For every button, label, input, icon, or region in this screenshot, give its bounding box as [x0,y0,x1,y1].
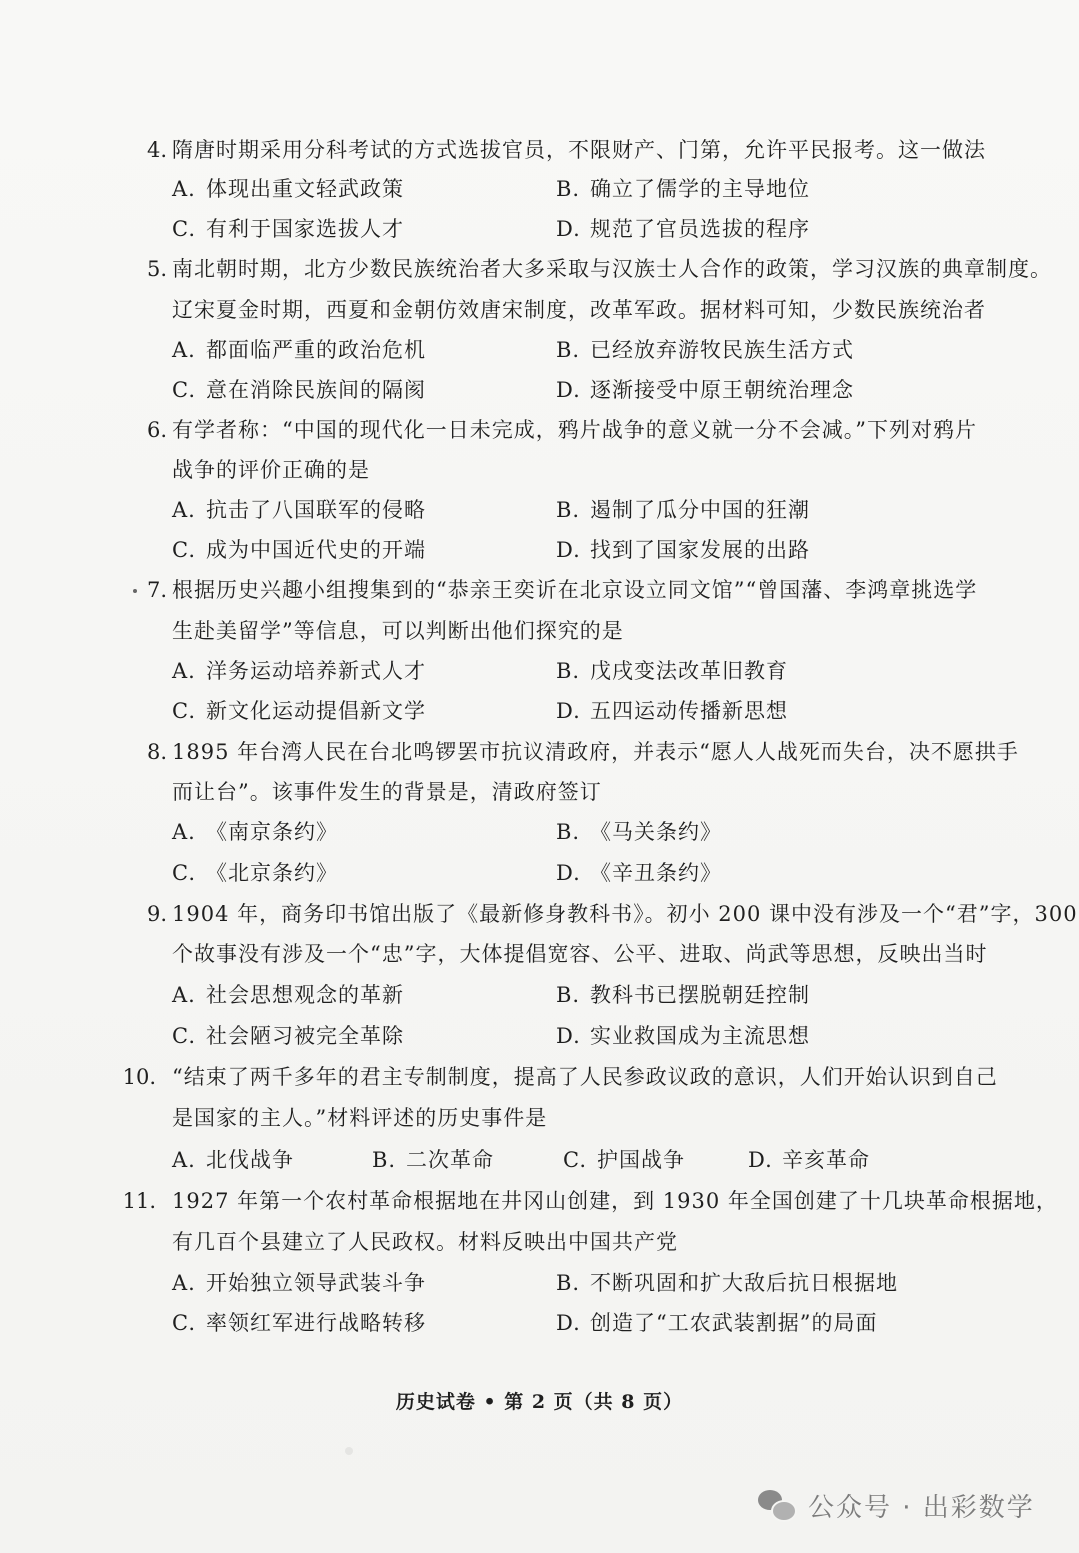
option-text: 体现出重文轻武政策 [206,177,404,201]
option-text: 抗击了八国联军的侵略 [206,498,426,522]
question-number: 7. [146,578,167,602]
option-text: 规范了官员选拔的程序 [590,217,810,241]
question-stem-line: 1927 年第一个农村革命根据地在井冈山创建，到 1930 年全国创建了十几块革命根据地， [172,1189,1058,1213]
option-text: 确立了儒学的主导地位 [590,177,810,201]
option-text: 《马关条约》 [590,820,722,844]
question-stem-line: 辽宋夏金时期，西夏和金朝仿效唐宋制度，改革军政。据材料可知，少数民族统治者 [172,298,986,322]
option-a [172,1146,294,1174]
option-c [172,1022,404,1050]
option-label: C. [172,699,196,723]
option-label: C. [172,1311,196,1335]
question-number: 6. [146,418,167,442]
watermark [758,1485,1035,1525]
option-text: 创造了“工农武装割据”的局面 [590,1311,878,1335]
option-label: A. [172,983,196,1007]
option-text: 北伐战争 [206,1148,294,1172]
option-label: B. [556,1271,581,1295]
question-number: 4. [146,138,167,162]
option-label: D. [556,861,581,885]
option-label: D. [556,538,581,562]
question-stem-line: 隋唐时期采用分科考试的方式选拔官员，不限财产、门第，允许平民报考。这一做法 [172,138,986,162]
option-text: 社会陋习被完全革除 [206,1024,404,1048]
question-stem-line: 个故事没有涉及一个“忠”字，大体提倡宽容、公平、进取、尚武等思想，反映出当时 [172,942,988,966]
option-label: A. [172,820,196,844]
option-c [563,1146,685,1174]
option-label: C. [172,538,196,562]
option-b [372,1146,494,1174]
option-label: C. [172,217,196,241]
question-stem-line: “结束了两千多年的君主专制制度，提高了人民参政议政的意识，人们开始认识到自己 [172,1065,998,1089]
option-text: 实业救国成为主流思想 [590,1024,810,1048]
option-text: 遏制了瓜分中国的狂潮 [590,498,810,522]
option-d [556,859,722,887]
option-text: 都面临严重的政治危机 [206,338,426,362]
option-label: B. [556,659,581,683]
option-text: 社会思想观念的革新 [206,983,404,1007]
option-c [172,1309,426,1337]
option-b [556,981,810,1009]
option-label: B. [372,1148,397,1172]
option-text: 成为中国近代史的开端 [206,538,426,562]
option-text: 不断巩固和扩大敌后抗日根据地 [590,1271,898,1295]
watermark-text: 公众号 · 出彩数学 [808,1492,1035,1523]
question-stem-line: 根据历史兴趣小组搜集到的“恭亲王奕䜣在北京设立同文馆”“曾国藩、李鸿章挑选学 [172,578,978,602]
option-label: D. [556,1024,581,1048]
option-b [556,818,722,846]
option-a [172,818,338,846]
option-label: C. [563,1148,587,1172]
option-text: 五四运动传播新思想 [590,699,788,723]
option-d [556,215,810,243]
question-stem-line: 南北朝时期，北方少数民族统治者大多采取与汉族士人合作的政策，学习汉族的典章制度。 [172,257,1052,281]
question-stem-line: 有几百个县建立了人民政权。材料反映出中国共产党 [172,1230,678,1254]
option-label: C. [172,1024,196,1048]
option-text: 二次革命 [406,1148,494,1172]
option-c [172,697,426,725]
option-c [172,215,404,243]
option-text: 开始独立领导武装斗争 [206,1271,426,1295]
wechat-icon [758,1488,798,1522]
question-stem-line: 1904 年，商务印书馆出版了《最新修身教科书》。初小 200 课中没有涉及一个“君”字，300 [172,902,1078,926]
option-a [172,657,426,685]
option-label: D. [748,1148,773,1172]
option-label: D. [556,1311,581,1335]
option-label: B. [556,338,581,362]
option-label: B. [556,177,581,201]
option-text: 《南京条约》 [206,820,338,844]
option-c [172,536,426,564]
option-d [556,1022,810,1050]
option-text: 有利于国家选拔人才 [206,217,404,241]
option-text: 护国战争 [597,1148,685,1172]
option-d [556,376,854,404]
option-text: 意在消除民族间的隔阂 [206,378,426,402]
option-label: D. [556,378,581,402]
option-label: C. [172,378,196,402]
option-text: 新文化运动提倡新文学 [206,699,426,723]
option-label: B. [556,820,581,844]
option-label: C. [172,861,196,885]
option-label: A. [172,1271,196,1295]
option-a [172,496,426,524]
option-label: D. [556,217,581,241]
option-text: 教科书已摆脱朝廷控制 [590,983,810,1007]
question-stem-line: 而让台”。该事件发生的背景是，清政府签订 [172,780,602,804]
question-number: 5. [146,257,167,281]
page-footer: 历史试卷 • 第 2 页（共 8 页） [395,1391,684,1413]
option-label: D. [556,699,581,723]
option-text: 已经放弃游牧民族生活方式 [590,338,854,362]
option-a [172,336,426,364]
option-c [172,859,338,887]
option-text: 戊戌变法改革旧教育 [590,659,788,683]
option-label: A. [172,498,196,522]
scan-speck [345,1447,353,1455]
option-label: A. [172,177,196,201]
option-text: 率领红军进行战略转移 [206,1311,426,1335]
option-c [172,376,426,404]
question-number: 9. [146,902,167,926]
option-label: A. [172,338,196,362]
option-text: 辛亥革命 [782,1148,870,1172]
option-d [748,1146,870,1174]
option-text: 洋务运动培养新式人才 [206,659,426,683]
option-label: A. [172,659,196,683]
option-b [556,1269,898,1297]
question-stem-line: 有学者称：“中国的现代化一日未完成，鸦片战争的意义就一分不会减。”下列对鸦片 [172,418,977,442]
option-d [556,536,810,564]
question-stem-line: 1895 年台湾人民在台北鸣锣罢市抗议清政府，并表示“愿人人战死而失台，决不愿拱手 [172,740,1019,764]
option-label: A. [172,1148,196,1172]
question-number: 10. [122,1065,156,1089]
option-a [172,175,404,203]
option-text: 《北京条约》 [206,861,338,885]
option-label: B. [556,498,581,522]
option-b [556,496,810,524]
option-a [172,1269,426,1297]
option-a [172,981,404,1009]
question-number: 8. [146,740,167,764]
question-stem-line: 是国家的主人。”材料评述的历史事件是 [172,1106,548,1130]
option-b [556,175,810,203]
option-text: 找到了国家发展的出路 [590,538,810,562]
option-text: 逐渐接受中原王朝统治理念 [590,378,854,402]
option-d [556,1309,877,1337]
option-d [556,697,788,725]
question-stem-line: 生赴美留学”等信息，可以判断出他们探究的是 [172,619,624,643]
option-b [556,336,854,364]
question-number: 11. [122,1189,156,1213]
question-stem-line: 战争的评价正确的是 [172,458,370,482]
option-b [556,657,788,685]
option-label: B. [556,983,581,1007]
option-text: 《辛丑条约》 [590,861,722,885]
